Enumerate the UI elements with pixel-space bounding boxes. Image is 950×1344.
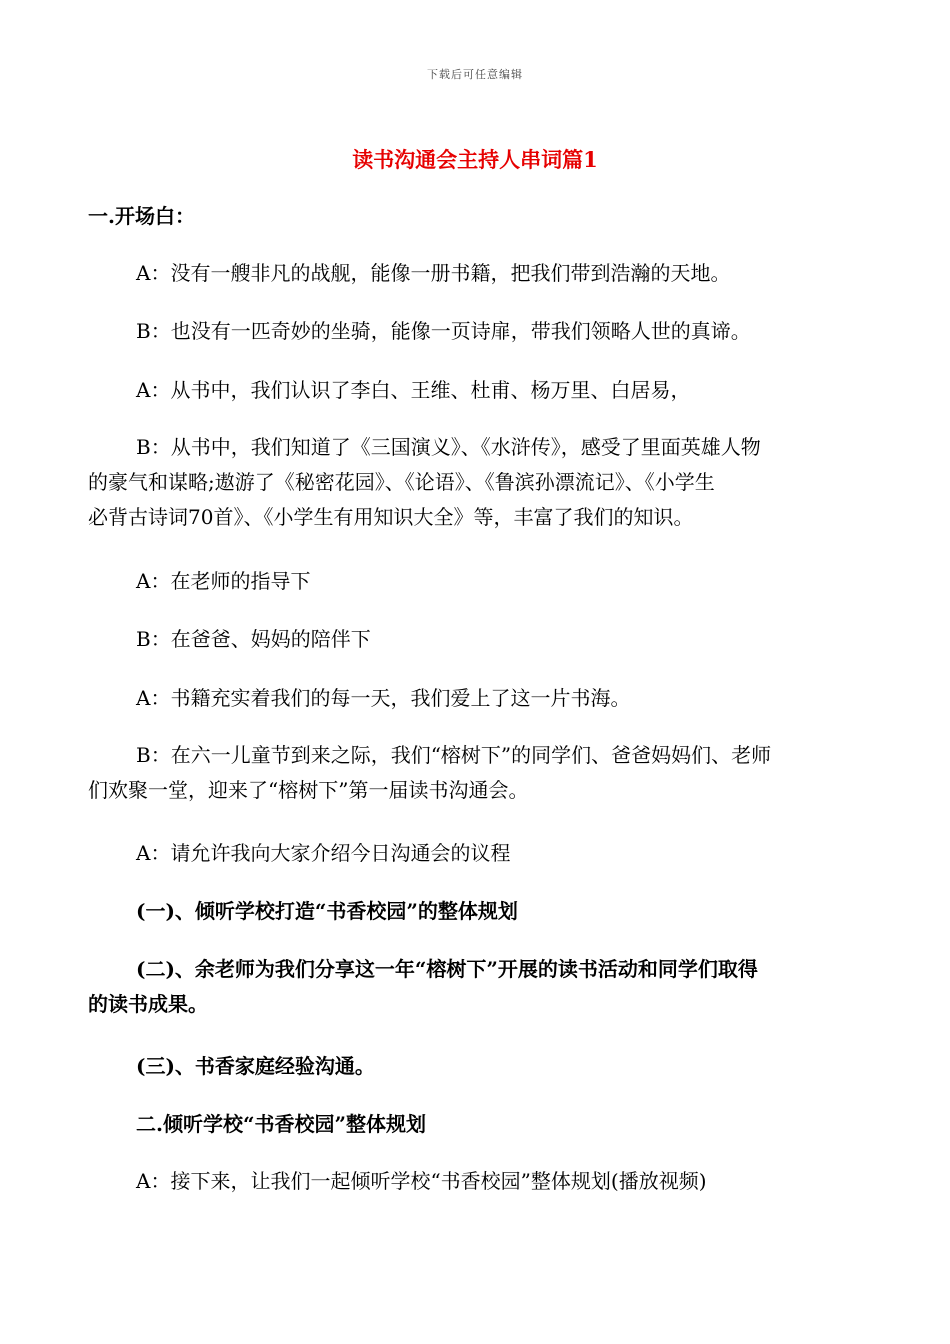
section-heading-campus-plan: 二.倾听学校“书香校园”整体规划 — [136, 1112, 426, 1136]
paragraph-b-4 — [88, 738, 863, 808]
paragraph-a-4: A：书籍充实着我们的每一天，我们爱上了这一片书海。 — [136, 686, 631, 710]
paragraph-line: 们欢聚一堂，迎来了“榕树下”第一届读书沟通会。 — [88, 778, 529, 802]
agenda-item-3: (三)、书香家庭经验沟通。 — [136, 1054, 375, 1078]
paragraph-a-2: A：从书中，我们认识了李白、王维、杜甫、杨万里、白居易， — [136, 378, 691, 402]
paragraph-line: B：从书中，我们知道了《三国演义》、《水浒传》，感受了里面英雄人物 — [136, 435, 761, 459]
section-heading-opening: 一.开场白： — [88, 204, 195, 228]
document-title: 读书沟通会主持人串词篇1 — [352, 147, 598, 172]
paragraph-line: 的读书成果。 — [88, 992, 208, 1016]
paragraph-b-1: B：也没有一匹奇妙的坐骑，能像一页诗扉，带我们领略人世的真谛。 — [136, 319, 751, 343]
paragraph-line: 的豪气和谋略;遨游了《秘密花园》、《论语》、《鲁滨孙漂流记》、《小学生 — [88, 470, 715, 494]
page-header-note: 下载后可任意编辑 — [427, 68, 523, 81]
paragraph-a-1: A：没有一艘非凡的战舰，能像一册书籍，把我们带到浩瀚的天地。 — [136, 261, 731, 285]
paragraph-line: 必背古诗词70首》、《小学生有用知识大全》等，丰富了我们的知识。 — [88, 505, 694, 529]
paragraph-a-6: A：接下来，让我们一起倾听学校“书香校园”整体规划(播放视频) — [136, 1169, 707, 1193]
paragraph-line: B：在六一儿童节到来之际，我们“榕树下”的同学们、爸爸妈妈们、老师 — [136, 743, 772, 767]
paragraph-b-2 — [88, 430, 863, 535]
paragraph-line: (二)、余老师为我们分享这一年“榕树下”开展的读书活动和同学们取得 — [136, 957, 758, 981]
paragraph-b-3: B：在爸爸、妈妈的陪伴下 — [136, 627, 371, 651]
agenda-item-2 — [88, 952, 863, 1022]
paragraph-a-3: A：在老师的指导下 — [136, 569, 311, 593]
paragraph-a-5: A：请允许我向大家介绍今日沟通会的议程 — [136, 841, 511, 865]
agenda-item-1: (一)、倾听学校打造“书香校园”的整体规划 — [136, 899, 518, 923]
